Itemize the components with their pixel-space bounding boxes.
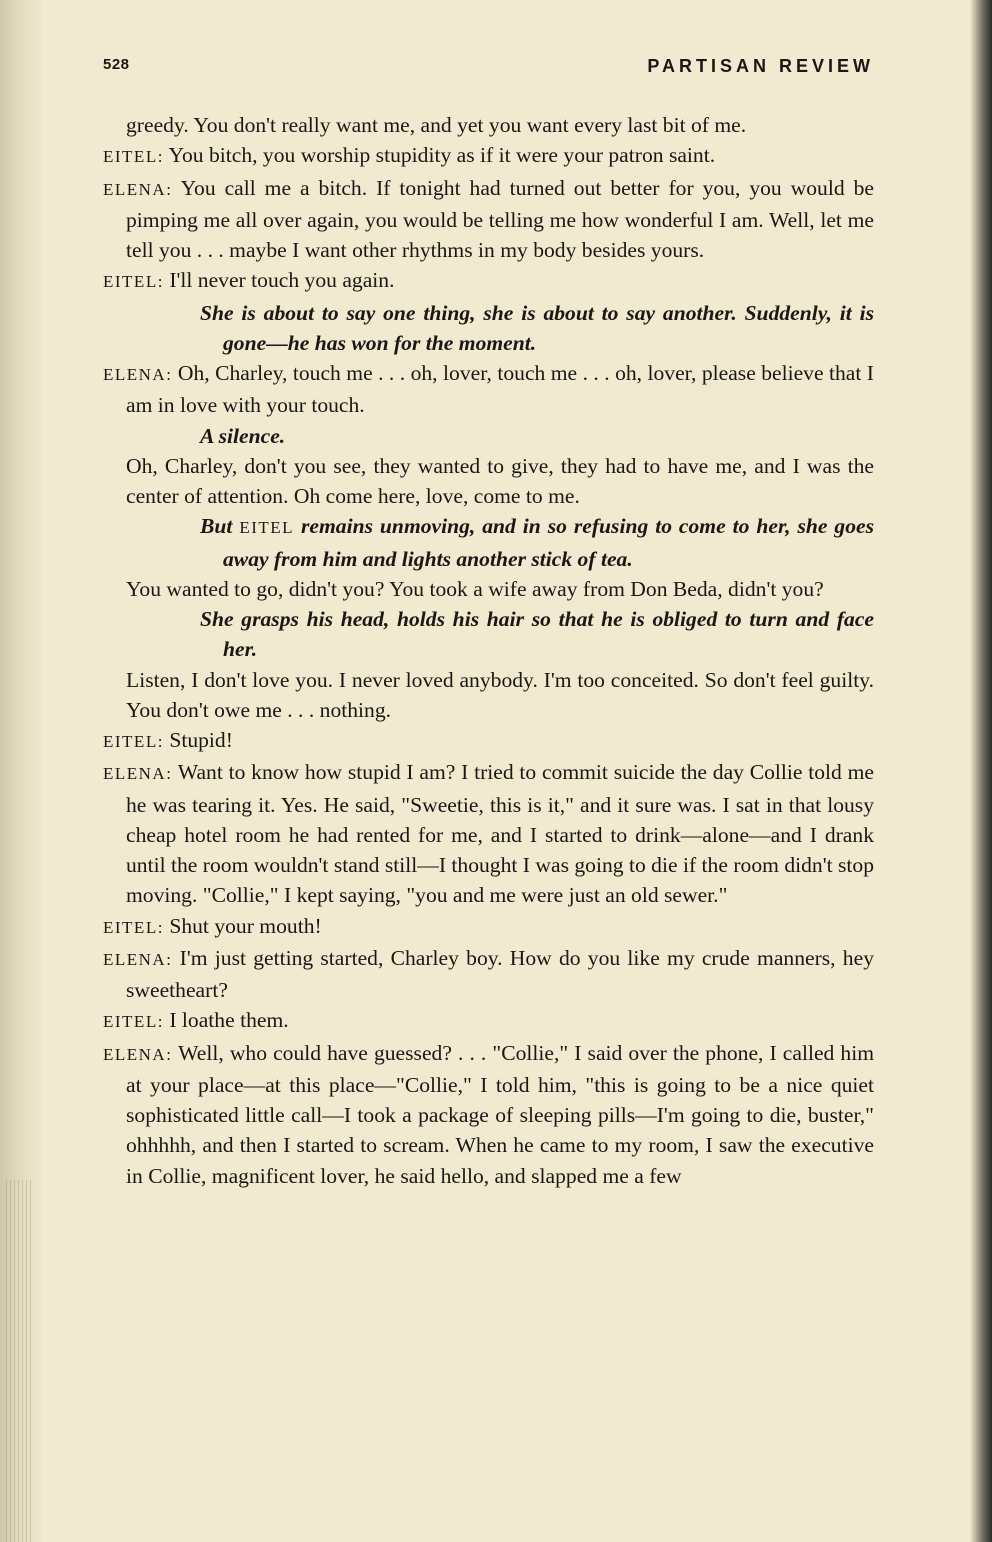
dialogue-line [103, 140, 874, 172]
dialogue-line [103, 1038, 874, 1191]
stage-direction-text: But [200, 514, 240, 539]
dialogue-line [103, 1005, 874, 1037]
stage-direction [103, 421, 874, 451]
page-edge-left [0, 0, 42, 1542]
speaker-label: ELENA: [103, 1044, 173, 1064]
dialogue-line [103, 911, 874, 943]
stage-direction-text: She grasps his head, holds his hair so that he is obliged to turn and face her. [200, 607, 874, 662]
dialogue-text: You bitch, you worship stupidity as if it were your patron saint. [163, 143, 716, 168]
dialogue-text: Stupid! [163, 728, 233, 752]
dialogue-text: Oh, Charley, touch me . . . oh, lover, touch me . . . oh, lover, please believe that I am in love with your touch. [126, 361, 874, 418]
page-body [103, 110, 874, 1191]
continued-line [103, 574, 874, 604]
dialogue-text: You call me a bitch. If tonight had turned out better for you, you would be pimping me all over again, you would be telling me how wonderful I am. Well, let me tell you . . . maybe I want other rhythms in my body besides yours. [126, 175, 874, 262]
speaker-label: EITEL: [103, 917, 164, 937]
continued-line [103, 665, 874, 726]
stage-direction-text: remains unmoving, and in so refusing to come to her, she goes away from him and lights another stick of tea. [223, 514, 875, 571]
speaker-label: EITEL: [103, 1012, 164, 1032]
speaker-label: ELENA: [103, 764, 173, 784]
dialogue-text: Listen, I don't love you. I never loved anybody. I'm too conceited. So don't feel guilty. You don't owe me . . . nothing. [126, 667, 874, 722]
dialogue-line [103, 943, 874, 1006]
dialogue-line [103, 358, 874, 421]
character-name: EITEL [239, 518, 295, 538]
dialogue-text: Want to know how stupid I am? I tried to commit suicide the day Collie told me he was tearing it. Yes. He said, "Sweetie, this is it," and it sure was. I sat in that lousy cheap hotel room he had rented for me, and I started to drink—alone—and I drank until the room wouldn't stand still—I thought I was going to die if the room didn't stop moving. "Collie," I kept saying, "you and me were just an old sewer." [126, 760, 874, 908]
dialogue-text: Well, who could have guessed? . . . "Collie," I said over the phone, I called him at your place—at this place—"Collie," I told him, "this is going to be a nice quiet sophisticated little call—I took a package of sleeping pills—I'm going to die, buster," ohhhhh, and then I started to scream. When he came to my room, I saw the executive in Collie, magnificent lover, he said hello, and slapped me a few [126, 1040, 874, 1188]
dialogue-line [103, 757, 874, 910]
stage-direction [103, 298, 874, 359]
continued-line [103, 451, 874, 512]
dialogue-line [103, 173, 874, 266]
speaker-label: EITEL: [103, 732, 164, 751]
dialogue-text: I loathe them. [163, 1008, 289, 1033]
stage-direction [103, 511, 874, 574]
speaker-label: EITEL: [103, 147, 164, 167]
stage-direction [103, 604, 874, 665]
page-edge-right [970, 0, 992, 1542]
stage-direction-text: A silence. [200, 423, 286, 448]
speaker-label: ELENA: [103, 179, 173, 199]
dialogue-text: Shut your mouth! [163, 913, 322, 938]
dialogue-text: greedy. You don't really want me, and yet you want every last bit of me. [126, 113, 747, 137]
dialogue-text: Oh, Charley, don't you see, they wanted to give, they had to have me, and I was the center of attention. Oh come here, love, come to me. [126, 453, 874, 508]
dialogue-text: I'll never touch you again. [163, 268, 395, 293]
speaker-label: ELENA: [103, 949, 173, 969]
dialogue-line [103, 265, 874, 297]
speaker-label: EITEL: [103, 272, 164, 292]
page-number: 528 [103, 56, 130, 73]
dialogue-line [103, 725, 874, 757]
page-header [103, 56, 874, 80]
dialogue-text: You wanted to go, didn't you? You took a wife away from Don Beda, didn't you? [126, 576, 824, 601]
dialogue-text: I'm just getting started, Charley boy. How do you like my crude manners, hey sweetheart? [126, 945, 874, 1002]
stage-direction-text: She is about to say one thing, she is about to say another. Suddenly, it is gone—he has won for the moment. [200, 300, 874, 355]
running-head: PARTISAN REVIEW [647, 56, 874, 76]
continued-line [103, 110, 874, 140]
speaker-label: ELENA: [103, 365, 173, 384]
